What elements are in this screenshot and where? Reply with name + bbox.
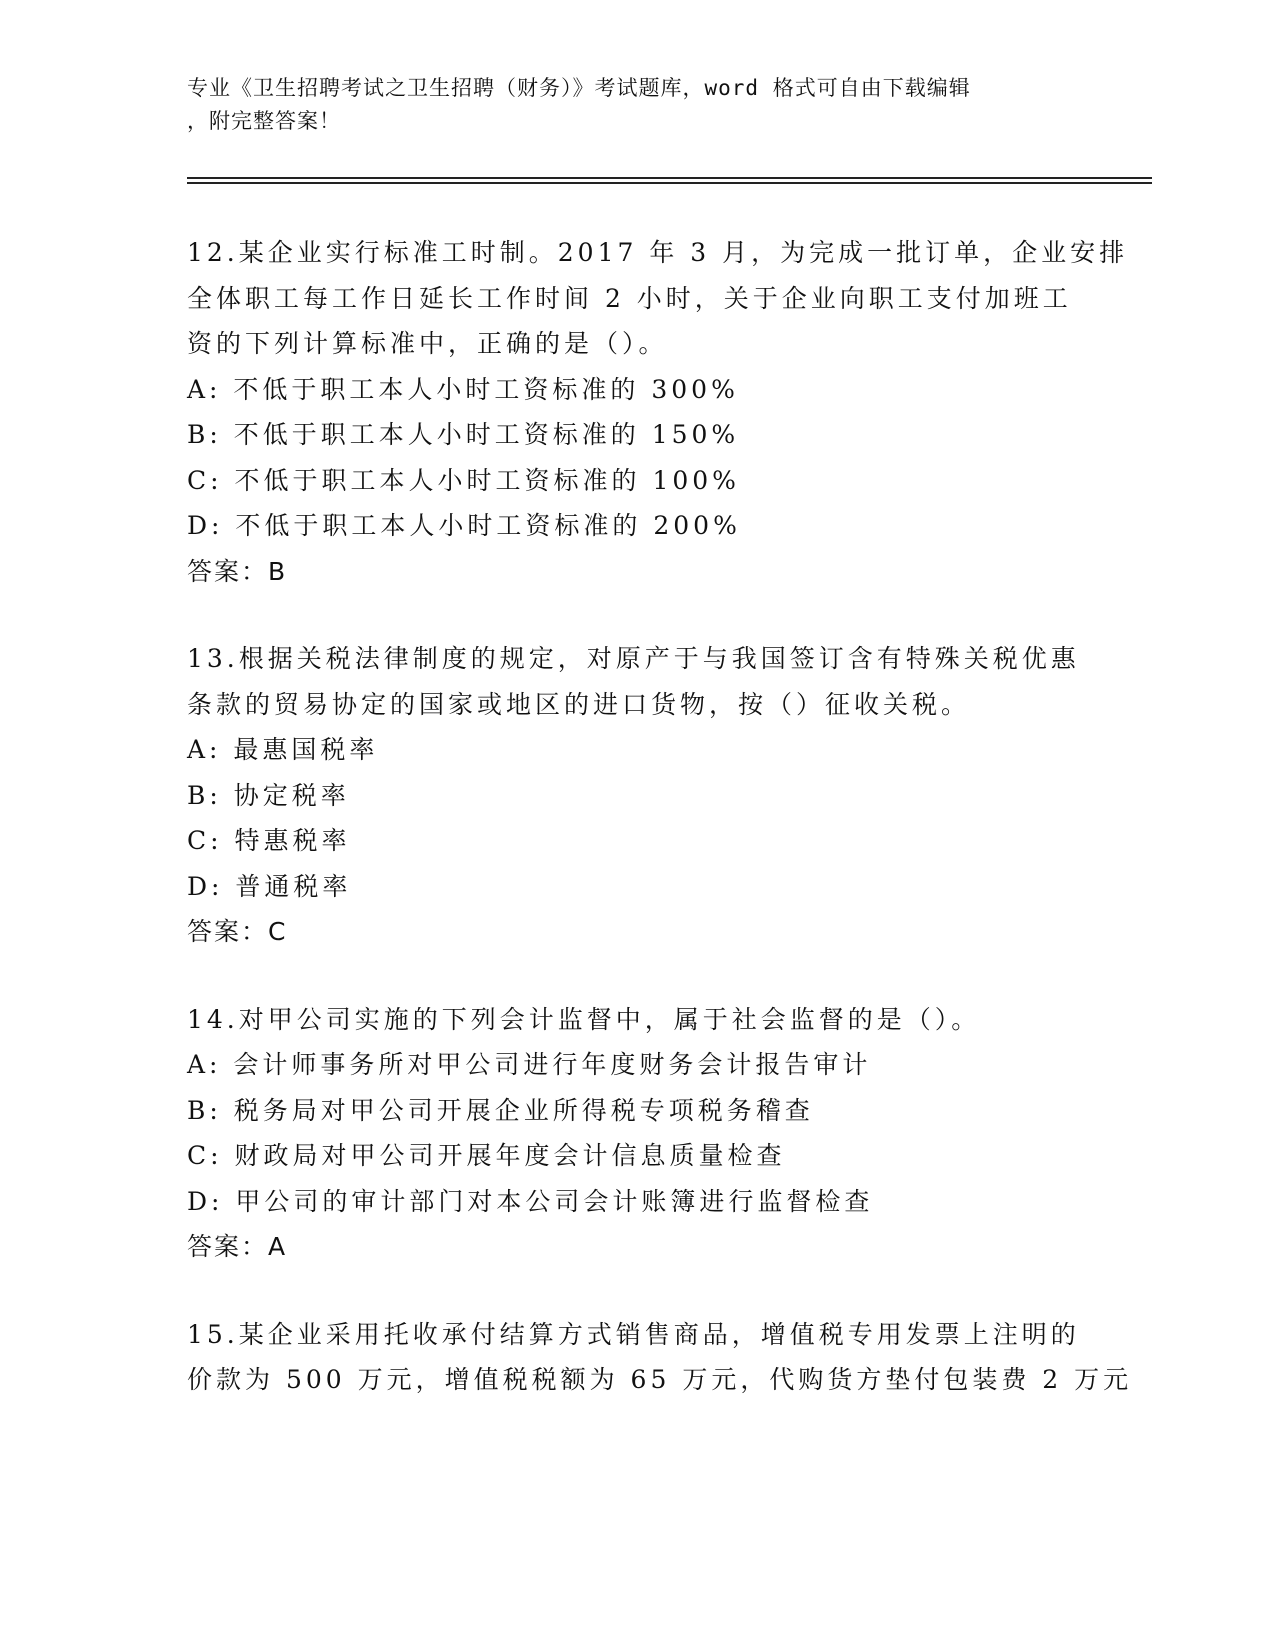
option-a: A: 会计师事务所对甲公司进行年度财务会计报告审计 <box>187 1050 872 1079</box>
question-text-line: 15.某企业采用托收承付结算方式销售商品，增值税专用发票上注明的 <box>187 1319 1080 1349</box>
question-14 <box>187 997 1087 1270</box>
option-c: C: 特惠税率 <box>187 826 351 855</box>
header-line-1: 专业《卫生招聘考试之卫生招聘（财务）》考试题库，word 格式可自由下载编辑 <box>187 76 971 100</box>
header-divider-bottom <box>187 182 1152 184</box>
option-d: D: 甲公司的审计部门对本公司会计账簿进行监督检查 <box>187 1186 874 1216</box>
answer: 答案：A <box>187 1232 288 1261</box>
header-line-2: ，附完整答案！ <box>187 109 341 133</box>
answer: 答案：C <box>187 917 288 946</box>
question-text-line: 14.对甲公司实施的下列会计监督中，属于社会监督的是（）。 <box>187 1004 981 1034</box>
question-text-line: 条款的贸易协定的国家或地区的进口货物，按（）征收关税。 <box>187 689 971 719</box>
question-text-line: 全体职工每工作日延长工作时间 2 小时，关于企业向职工支付加班工 <box>187 283 1072 313</box>
question-12 <box>187 230 1129 594</box>
question-text-line: 13.根据关税法律制度的规定，对原产于与我国签订含有特殊关税优惠 <box>187 644 1080 673</box>
option-d: D: 不低于职工本人小时工资标准的 200% <box>187 511 741 540</box>
option-c: C: 不低于职工本人小时工资标准的 100% <box>187 465 740 495</box>
question-text-line: 12.某企业实行标准工时制。2017 年 3 月，为完成一批订单，企业安排 <box>187 238 1129 267</box>
option-b: B: 协定税率 <box>187 780 350 810</box>
question-list <box>187 230 1133 1445</box>
option-b: B: 不低于职工本人小时工资标准的 150% <box>187 420 740 449</box>
answer: 答案：B <box>187 556 288 586</box>
question-13 <box>187 636 1087 955</box>
question-text-line: 资的下列计算标准中，正确的是（）。 <box>187 329 668 358</box>
option-c: C: 财政局对甲公司开展年度会计信息质量检查 <box>187 1141 786 1170</box>
option-b: B: 税务局对甲公司开展企业所得税专项税务稽查 <box>187 1095 814 1125</box>
question-15 <box>187 1312 1133 1403</box>
page-header <box>187 72 1067 138</box>
header-divider-top <box>187 177 1152 179</box>
option-a: A: 最惠国税率 <box>187 735 379 764</box>
option-d: D: 普通税率 <box>187 871 352 901</box>
option-a: A: 不低于职工本人小时工资标准的 300% <box>187 374 739 404</box>
question-text-line: 价款为 500 万元，增值税税额为 65 万元，代购货方垫付包装费 2 万元 <box>187 1365 1133 1394</box>
